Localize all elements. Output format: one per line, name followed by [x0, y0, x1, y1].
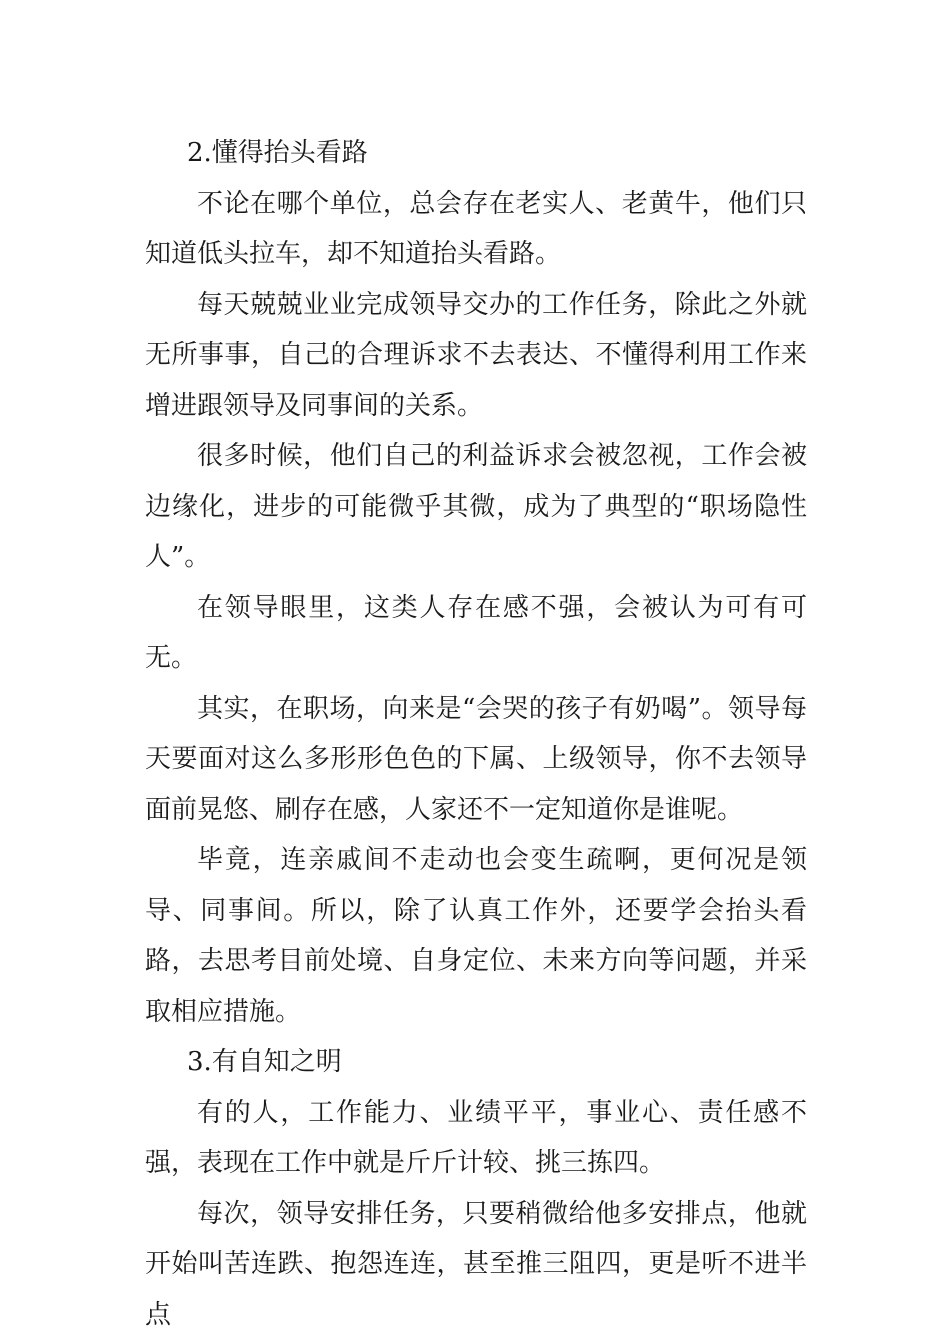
- paragraph: 有的人，工作能力、业绩平平，事业心、责任感不强，表现在工作中就是斤斤计较、挑三拣四。: [145, 1097, 807, 1178]
- paragraph: 很多时候，他们自己的利益诉求会被忽视，工作会被边缘化，进步的可能微乎其微，成为了典型的“职场隐性人”。: [145, 441, 807, 572]
- paragraph: 其实，在职场，向来是“会哭的孩子有奶喝”。领导每天要面对这么多形形色色的下属、上级领导，你不去领导面前晃悠、刷存在感，人家还不一定知道你是谁呢。: [145, 693, 807, 825]
- paragraph: 不论在哪个单位，总会存在老实人、老黄牛，他们只知道低头拉车，却不知道抬头看路。: [145, 188, 807, 269]
- document-body: [145, 128, 807, 1340]
- section-heading-2: 2.懂得抬头看路: [187, 138, 368, 168]
- section-heading-3: 3.有自知之明: [187, 1047, 342, 1077]
- paragraph: 每天兢兢业业完成领导交办的工作任务，除此之外就无所事事，自己的合理诉求不去表达、不懂得利用工作来增进跟领导及同事间的关系。: [145, 289, 807, 421]
- paragraph: 每次，领导安排任务，只要稍微给他多安排点，他就开始叫苦连跌、抱怨连连，甚至推三阻四，更是听不进半点: [145, 1198, 807, 1330]
- paragraph: 在领导眼里，这类人存在感不强，会被认为可有可无。: [145, 592, 807, 673]
- paragraph: 毕竟，连亲戚间不走动也会变生疏啊，更何况是领导、同事间。所以，除了认真工作外，还要学会抬头看路，去思考目前处境、自身定位、未来方向等问题，并采取相应措施。: [145, 845, 807, 1027]
